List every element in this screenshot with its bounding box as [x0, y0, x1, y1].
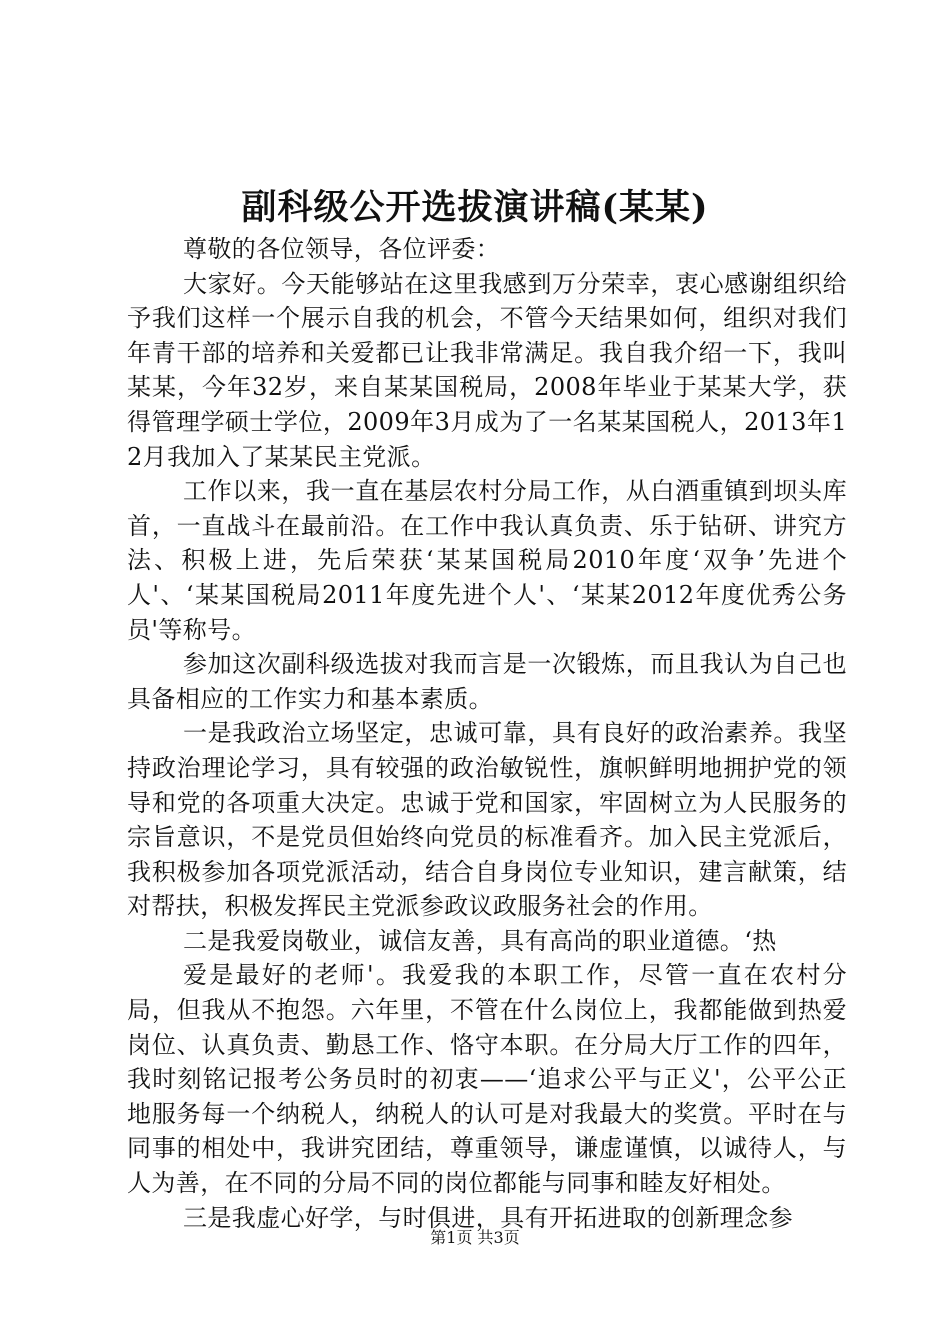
- body-paragraph: 一是我政治立场坚定，忠诚可靠，具有良好的政治素养。我坚持政治理论学习，具有较强的政治敏锐性，旗帜鲜明地拥护党的领导和党的各项重大决定。忠诚于党和国家，牢固树立为人民服务的宗旨意识，不是党员但始终向党员的标准看齐。加入民主党派后，我积极参加各项党派活动，结合自身岗位专业知识，建言献策，结对帮扶，积极发挥民主党派参政议政服务社会的作用。: [127, 719, 847, 921]
- body-paragraph: 二是我爱岗敬业，诚信友善，具有高尚的职业道德。‘热: [183, 926, 777, 955]
- salutation-paragraph: 尊敬的各位领导，各位评委：: [183, 235, 501, 263]
- body-paragraph: 爱是最好的老师'。我爱我的本职工作，尽管一直在农村分局，但我从不抱怨。六年里，不管在什么岗位上，我都能做到热爱岗位、认真负责、勤恳工作、恪守本职。在分局大厅工作的四年，我时刻铭记报考公务员时的初衷——‘追求公平与正义'，公平公正地服务每一个纳税人，纳税人的认可是对我最大的奖赏。平时在与同事的相处中，我讲究团结，尊重领导，谦虚谨慎，以诚待人，与人为善，在不同的分局不同的岗位都能与同事和睦友好相处。: [127, 961, 847, 1198]
- page-indicator: 第1页 共3页: [430, 1228, 520, 1247]
- body-paragraph: 三是我虚心好学，与时俱进，具有开拓进取的创新理念参: [183, 1203, 793, 1232]
- body-paragraph: 工作以来，我一直在基层农村分局工作，从白酒重镇到坝头库首，一直战斗在最前沿。在工作中我认真负责、乐于钻研、讲究方法、积极上进，先后荣获‘某某国税局2010年度‘双争’先进个人'、‘某某国税局2011年度先进个人'、‘某某2012年度优秀公务员'等称号。: [127, 477, 847, 644]
- document-title: 副科级公开选拔演讲稿(某某): [241, 187, 709, 228]
- body-paragraph: 大家好。今天能够站在这里我感到万分荣幸，衷心感谢组织给予我们这样一个展示自我的机会，不管今天结果如何，组织对我们年青干部的培养和关爱都已让我非常满足。我自我介绍一下，我叫某某，今年32岁，来自某某国税局，2008年毕业于某某大学，获得管理学硕士学位，2009年3月成为了一名某某国税人，2013年12月我加入了某某民主党派。: [127, 269, 847, 471]
- document-body: [127, 232, 847, 1235]
- body-paragraph: 参加这次副科级选拔对我而言是一次锻炼，而且我认为自己也具备相应的工作实力和基本素质。: [127, 650, 847, 713]
